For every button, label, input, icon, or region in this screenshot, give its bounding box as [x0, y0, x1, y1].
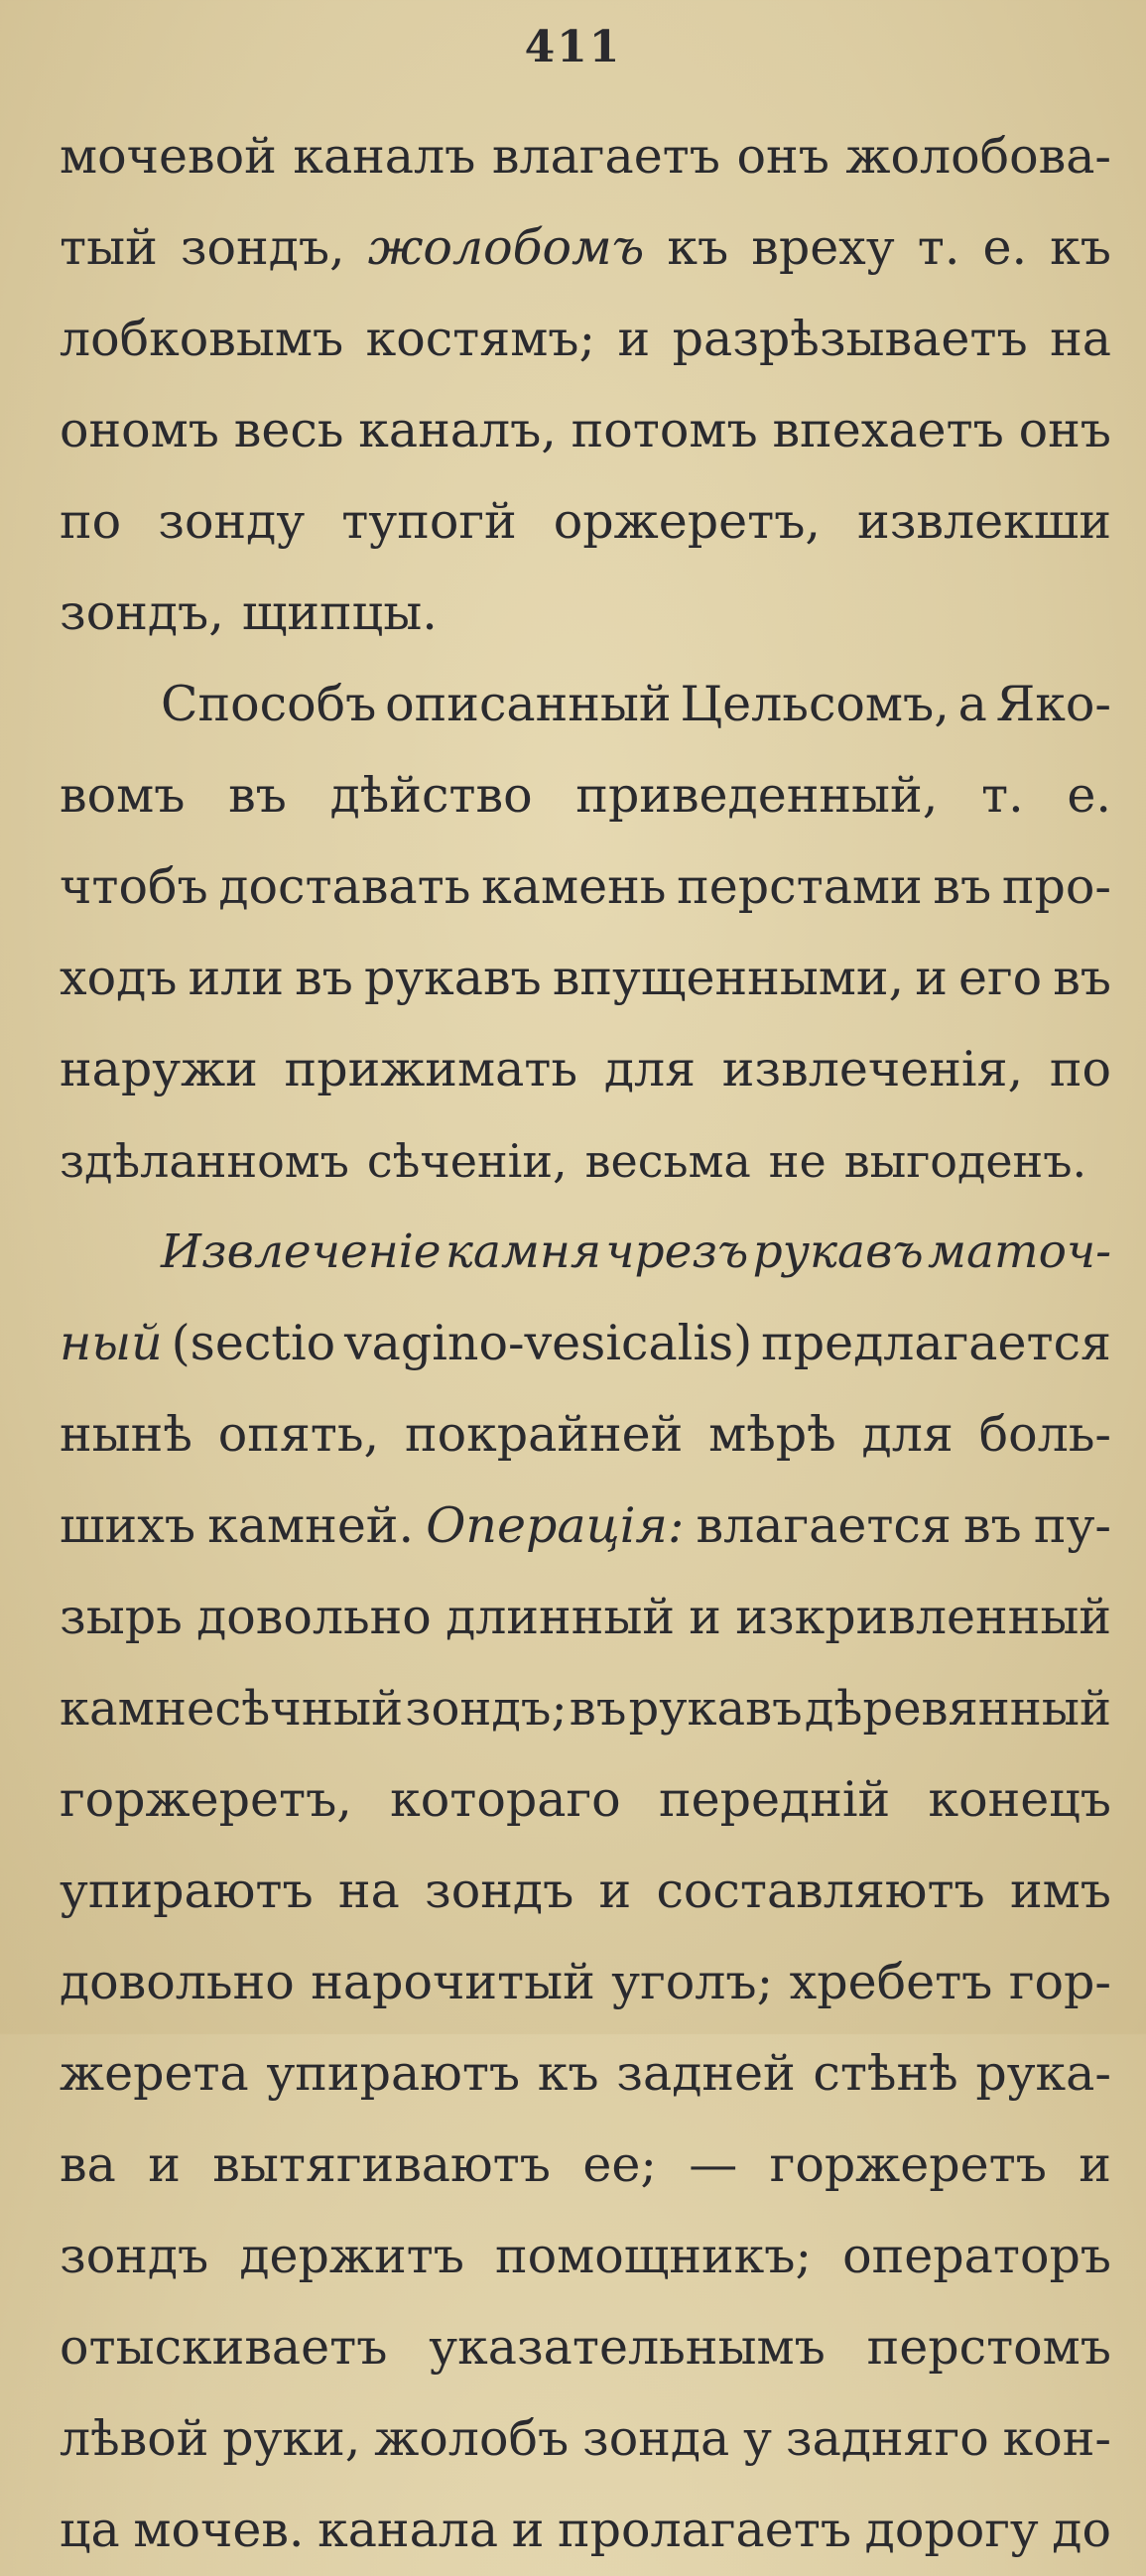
word: здѣланномъ	[60, 1134, 349, 1188]
word: щипцы.	[241, 584, 438, 641]
word: для	[861, 1406, 954, 1463]
word: задняго	[785, 2410, 989, 2467]
text-line	[60, 1115, 1111, 1207]
word: е.	[1067, 767, 1111, 824]
text-line	[60, 1937, 1111, 2028]
word: въ	[295, 950, 353, 1006]
word: Цельсомъ,	[680, 676, 950, 732]
word: Способъ	[161, 676, 377, 732]
text-line	[60, 2211, 1111, 2302]
word: гор-	[1008, 1954, 1111, 2010]
word: въ	[962, 1497, 1022, 1554]
word: или	[188, 950, 285, 1006]
text-line	[60, 1846, 1111, 1937]
word: рука-	[975, 2045, 1111, 2102]
word: приведенный,	[575, 767, 939, 824]
word: опять,	[217, 1406, 380, 1463]
word: впущенными,	[552, 950, 905, 1006]
word: котораго	[390, 1771, 621, 1828]
word: и	[617, 311, 651, 367]
word: рукавъ	[628, 1681, 803, 1737]
word: выгоденъ.	[843, 1134, 1087, 1188]
word: рукавъ	[752, 1224, 924, 1279]
word: довольно	[60, 1954, 295, 2010]
word: и	[1079, 2136, 1111, 2193]
word: извлеченія,	[721, 1041, 1024, 1097]
word: хребетъ	[789, 1954, 993, 2010]
word: Яко-	[995, 676, 1111, 732]
page-number: 411	[524, 22, 622, 72]
word: и	[598, 1863, 632, 1919]
word: а	[957, 676, 987, 732]
word: имъ	[1009, 1863, 1111, 1919]
text-line	[60, 568, 1111, 659]
word: vagino-vesicalis)	[343, 1315, 753, 1371]
word: пу-	[1033, 1497, 1111, 1554]
word: на	[1050, 311, 1111, 367]
text-line	[60, 1572, 1111, 1663]
word: ца	[60, 2502, 120, 2558]
text-line	[60, 2120, 1111, 2211]
word: боль-	[978, 1406, 1111, 1463]
word: камня	[445, 1224, 601, 1279]
word: (sectio	[171, 1315, 336, 1371]
word: жолобова-	[845, 128, 1111, 185]
word: на	[337, 1863, 400, 1919]
word: сѣченіи,	[366, 1134, 568, 1188]
word: не	[768, 1134, 827, 1188]
word: маточ-	[928, 1224, 1111, 1279]
word: нынѣ	[60, 1406, 192, 1463]
word: камнесѣчный	[60, 1681, 404, 1737]
word: въ	[933, 858, 992, 915]
text-line	[60, 1481, 1111, 1572]
word: по	[1049, 1041, 1111, 1097]
word: потомъ	[571, 402, 758, 458]
word: держитъ	[239, 2228, 464, 2284]
word: ходъ	[60, 950, 178, 1006]
word: чрезъ	[605, 1224, 749, 1279]
word: про-	[1001, 858, 1111, 915]
word: лобковымъ	[60, 311, 344, 367]
word: ва	[60, 2136, 116, 2193]
word: въ	[569, 1681, 627, 1737]
word: ономъ	[60, 402, 219, 458]
word: дѣйство	[329, 767, 533, 824]
word: до	[1052, 2502, 1111, 2558]
word: —	[689, 2136, 738, 2193]
word: перстомъ	[866, 2319, 1111, 2376]
word: пролагаетъ	[558, 2502, 852, 2558]
word: весьма	[584, 1134, 751, 1188]
text-line	[60, 659, 1111, 750]
word: зонду	[158, 493, 306, 550]
text-line	[60, 476, 1111, 568]
word: у	[743, 2410, 772, 2467]
text-line	[60, 2302, 1111, 2393]
word: длинный	[446, 1589, 676, 1645]
text-body	[60, 111, 1111, 2576]
word: онъ	[1018, 402, 1111, 458]
word: наружи	[60, 1041, 258, 1097]
word: операторъ	[842, 2228, 1111, 2284]
word: мочев.	[133, 2502, 305, 2558]
text-line	[60, 1207, 1111, 1298]
text-line	[60, 2485, 1111, 2576]
word: и	[689, 1589, 721, 1645]
word: извлекши	[857, 493, 1111, 550]
word: жерета	[60, 2045, 249, 2102]
word: кон-	[1002, 2410, 1111, 2467]
word: руки,	[222, 2410, 361, 2467]
word: покрайней	[404, 1406, 684, 1463]
word: камней.	[207, 1497, 415, 1554]
word: тый	[60, 219, 158, 276]
word: горжеретъ,	[60, 1771, 352, 1828]
text-line	[60, 385, 1111, 476]
word: камень	[481, 858, 667, 915]
word: зондъ;	[405, 1681, 568, 1737]
word: ее;	[582, 2136, 657, 2193]
word: зондъ,	[180, 219, 345, 276]
text-line	[60, 2028, 1111, 2120]
word: къ	[1050, 219, 1111, 276]
text-line	[60, 933, 1111, 1024]
word: для	[603, 1041, 697, 1097]
word: и	[511, 2502, 545, 2558]
word: въ	[1053, 950, 1111, 1006]
word: прижимать	[284, 1041, 578, 1097]
word: влагаетъ	[491, 128, 720, 185]
word: тупогй	[341, 493, 517, 550]
word: зондъ	[425, 1863, 574, 1919]
word: его	[957, 950, 1043, 1006]
word: по	[60, 493, 122, 550]
text-line	[60, 202, 1111, 294]
word: зондъ,	[60, 584, 224, 641]
word: жолобомъ	[367, 219, 645, 276]
word: помощникъ;	[495, 2228, 812, 2284]
word: онъ	[736, 128, 829, 185]
word: зырь	[60, 1589, 183, 1645]
word: задней	[616, 2045, 796, 2102]
word: шихъ	[60, 1497, 196, 1554]
word: дѣревянный	[804, 1681, 1111, 1737]
word: рукавъ	[363, 950, 542, 1006]
text-line	[60, 1663, 1111, 1754]
word: костямъ;	[365, 311, 595, 367]
text-line	[60, 841, 1111, 933]
text-line	[60, 1389, 1111, 1481]
word: весь	[233, 402, 344, 458]
word: отыскиваетъ	[60, 2319, 388, 2376]
word: канала	[318, 2502, 499, 2558]
word: дорогу	[864, 2502, 1039, 2558]
word: мѣрѣ	[708, 1406, 836, 1463]
text-line	[60, 111, 1111, 202]
word: изкривленный	[735, 1589, 1111, 1645]
word: каналъ,	[358, 402, 557, 458]
text-line	[60, 1754, 1111, 1846]
text-line	[60, 2393, 1111, 2485]
word: зондъ	[60, 2228, 209, 2284]
text-line	[60, 1298, 1111, 1389]
word: влагается	[696, 1497, 952, 1554]
word: довольно	[196, 1589, 432, 1645]
word: т.	[980, 767, 1024, 824]
word: т.	[917, 219, 960, 276]
word: впехаетъ	[772, 402, 1004, 458]
word: нарочитый	[311, 1954, 595, 2010]
word: и	[148, 2136, 181, 2193]
word: доставать	[218, 858, 471, 915]
word: разрѣзываетъ	[672, 311, 1028, 367]
word: въ	[228, 767, 287, 824]
word: и	[915, 950, 948, 1006]
word: къ	[667, 219, 729, 276]
word: предлагается	[761, 1315, 1111, 1371]
word: составляютъ	[656, 1863, 985, 1919]
word: стѣнѣ	[813, 2045, 958, 2102]
word: конецъ	[928, 1771, 1111, 1828]
word: ный	[60, 1315, 163, 1371]
word: Извлеченіе	[161, 1224, 442, 1279]
word: описанный	[385, 676, 672, 732]
word: передній	[659, 1771, 891, 1828]
word: вреху	[751, 219, 895, 276]
word: указательнымъ	[429, 2319, 826, 2376]
word: горжеретъ	[769, 2136, 1047, 2193]
word: къ	[537, 2045, 599, 2102]
word: чтобъ	[60, 858, 208, 915]
text-line	[60, 750, 1111, 841]
word: каналъ	[293, 128, 476, 185]
text-line	[60, 1024, 1111, 1115]
word: мочевой	[60, 128, 277, 185]
word: вомъ	[60, 767, 186, 824]
text-line	[60, 294, 1111, 385]
word: упираютъ	[60, 1863, 314, 1919]
word: лѣвой	[60, 2410, 209, 2467]
word: оржеретъ,	[553, 493, 821, 550]
word: е.	[982, 219, 1028, 276]
word: уголъ;	[611, 1954, 774, 2010]
word: вытягиваютъ	[212, 2136, 551, 2193]
word: жолобъ	[374, 2410, 570, 2467]
word: перстами	[677, 858, 923, 915]
word: зонда	[582, 2410, 730, 2467]
word: Операція:	[426, 1497, 685, 1554]
word: упираютъ	[266, 2045, 521, 2102]
